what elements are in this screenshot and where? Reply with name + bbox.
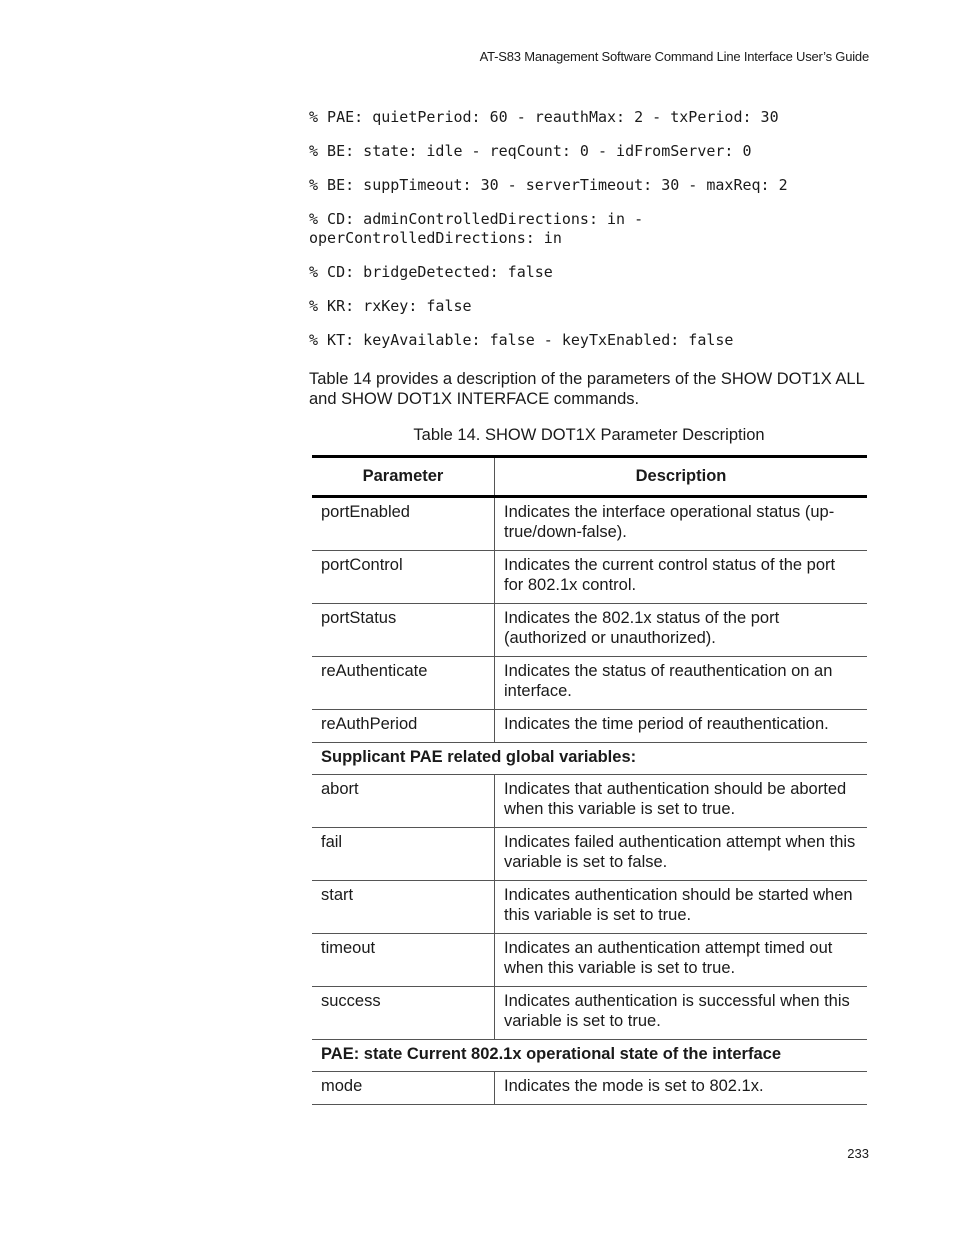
description-cell: Indicates the mode is set to 802.1x.	[495, 1072, 868, 1105]
page-number: 233	[847, 1146, 869, 1161]
table-row	[312, 1072, 867, 1105]
table-row	[312, 497, 867, 551]
table-row	[312, 934, 867, 987]
description-cell: Indicates the interface operational status (up-true/down-false).	[495, 497, 868, 551]
code-line: % BE: suppTimeout: 30 - serverTimeout: 30 - maxReq: 2	[309, 176, 788, 194]
parameter-cell: success	[312, 987, 495, 1040]
description-cell: Indicates failed authentication attempt when this variable is set to false.	[495, 828, 868, 881]
table-row	[312, 775, 867, 828]
parameter-cell: portEnabled	[312, 497, 495, 551]
description-cell: Indicates an authentication attempt timed out when this variable is set to true.	[495, 934, 868, 987]
parameter-table	[312, 455, 867, 1105]
table-row	[312, 604, 867, 657]
parameter-cell: fail	[312, 828, 495, 881]
parameter-cell: portStatus	[312, 604, 495, 657]
code-line: % KT: keyAvailable: false - keyTxEnabled: false	[309, 331, 734, 349]
table-row	[312, 551, 867, 604]
code-line: % PAE: quietPeriod: 60 - reauthMax: 2 - txPeriod: 30	[309, 108, 779, 126]
table-row	[312, 881, 867, 934]
section-heading: Supplicant PAE related global variables:	[312, 743, 867, 775]
description-cell: Indicates authentication should be started when this variable is set to true.	[495, 881, 868, 934]
description-cell: Indicates authentication is successful when this variable is set to true.	[495, 987, 868, 1040]
code-line: % CD: adminControlledDirections: in - operControlledDirections: in	[309, 210, 644, 247]
code-line: % KR: rxKey: false	[309, 297, 472, 315]
table-section-row	[312, 743, 867, 775]
cli-output-block	[309, 108, 869, 365]
table-header-row	[312, 457, 867, 497]
description-cell: Indicates the status of reauthentication on an interface.	[495, 657, 868, 710]
intro-paragraph: Table 14 provides a description of the parameters of the SHOW DOT1X ALL and SHOW DOT1X INTERFACE commands.	[309, 370, 865, 408]
table-row	[312, 710, 867, 743]
code-line: % CD: bridgeDetected: false	[309, 263, 553, 281]
table-caption: Table 14. SHOW DOT1X Parameter Description	[413, 426, 765, 444]
description-cell: Indicates that authentication should be aborted when this variable is set to true.	[495, 775, 868, 828]
parameter-cell: timeout	[312, 934, 495, 987]
parameter-cell: portControl	[312, 551, 495, 604]
table-row	[312, 987, 867, 1040]
table-row	[312, 828, 867, 881]
parameter-cell: reAuthenticate	[312, 657, 495, 710]
description-cell: Indicates the 802.1x status of the port (authorized or unauthorized).	[495, 604, 868, 657]
table-section-row	[312, 1040, 867, 1072]
parameter-cell: start	[312, 881, 495, 934]
description-cell: Indicates the time period of reauthentication.	[495, 710, 868, 743]
parameter-cell: mode	[312, 1072, 495, 1105]
parameter-cell: abort	[312, 775, 495, 828]
running-header: AT-S83 Management Software Command Line Interface User’s Guide	[479, 49, 869, 64]
description-cell: Indicates the current control status of the port for 802.1x control.	[495, 551, 868, 604]
column-header-parameter: Parameter	[312, 457, 495, 497]
section-heading: PAE: state Current 802.1x operational state of the interface	[312, 1040, 867, 1072]
parameter-cell: reAuthPeriod	[312, 710, 495, 743]
code-line: % BE: state: idle - reqCount: 0 - idFromServer: 0	[309, 142, 752, 160]
column-header-description: Description	[495, 457, 868, 497]
table-row	[312, 657, 867, 710]
